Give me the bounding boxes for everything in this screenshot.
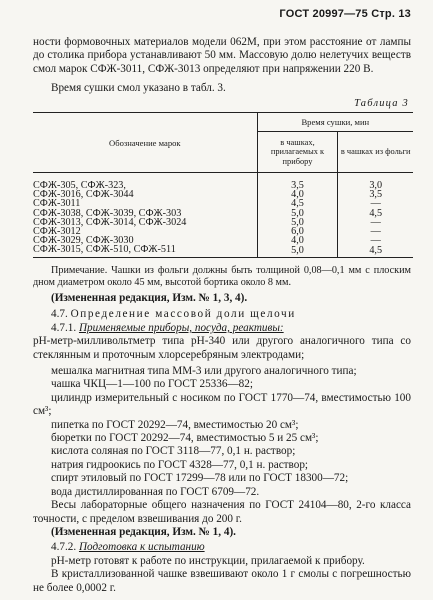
cell-mark: СФЖ-305, СФЖ-323, xyxy=(33,180,126,191)
section-title: Применяемые приборы, посуда, реактивы: xyxy=(78,321,284,334)
cell-time-foil: — xyxy=(338,236,413,245)
section-number: 4.7. xyxy=(51,308,68,321)
cell-mark: СФЖ-3011 xyxy=(33,198,81,210)
section-4-7-2-heading xyxy=(33,541,411,554)
table-row xyxy=(33,245,413,257)
cell-time-foil: 3,0 xyxy=(338,181,413,190)
edit-note-2: (Измененная редакция, Изм. № 1, 4). xyxy=(51,525,236,538)
scales-item: Весы лабораторные общего назначения по ГОСТ 24104—80, 2-го класса точности, с пределом взвешивания до 200 г. xyxy=(33,499,411,525)
intro-drying-note: Время сушки смол указано в табл. 3. xyxy=(51,82,226,95)
cell-mark: СФЖ-3029, СФЖ-3030 xyxy=(33,235,134,247)
ph-meter-item: рН-метр-милливольтметр типа рН-340 или другого аналогичного типа со стеклянным и проточным хлорсеребряным электродами; xyxy=(33,335,411,361)
list-item: цилиндр измерительный с носиком по ГОСТ 1770—74, вместимостью 100 см³; xyxy=(33,391,411,418)
table-note xyxy=(33,265,411,288)
column-header-cups-foil: в чашках из фольги xyxy=(338,132,413,173)
column-header-cups-device: в чашках, прилагаемых к прибору xyxy=(257,132,338,173)
cell-time-foil: 3,5 xyxy=(338,190,413,199)
intro-block xyxy=(33,36,411,96)
main-body xyxy=(33,292,411,595)
column-header-mark: Обозначение марок xyxy=(33,113,257,173)
section-title: Подготовка к испытанию xyxy=(78,541,205,554)
prep-paragraph-1: рН-метр готовят к работе по инструкции, прилагаемой к прибору. xyxy=(51,554,365,567)
list-item: мешалка магнитная типа ММ-3 или другого аналогичного типа; xyxy=(51,365,357,378)
cell-mark: СФЖ-3012 xyxy=(33,226,81,238)
note-text: Примечание. Чашки из фольги должны быть толщиной 0,08—0,1 мм с плоским дном диаметром около 45 мм, высотой бортика около 8 мм. xyxy=(33,265,411,288)
list-item: натрия гидроокись по ГОСТ 4328—77, 0,1 н. раствор; xyxy=(51,458,309,471)
cell-time-device: 4,5 xyxy=(257,199,338,208)
edit-note-1: (Измененная редакция, Изм. № 1, 3, 4). xyxy=(51,292,248,304)
cell-time-foil: — xyxy=(338,199,413,208)
cell-time-device: 5,0 xyxy=(257,209,338,218)
table-row xyxy=(33,190,413,199)
cell-time-foil: — xyxy=(338,227,413,236)
prep-paragraph-2: В кристаллизованной чашке взвешивают около 1 г смолы с погрешностью не более 0,0002 г. xyxy=(33,568,411,594)
section-number: 4.7.1. xyxy=(51,321,77,334)
cell-time-foil: — xyxy=(338,218,413,227)
cell-time-device: 4,0 xyxy=(257,190,338,199)
cell-mark: СФЖ-3013, СФЖ-3014, СФЖ-3024 xyxy=(33,216,187,228)
list-item: чашка ЧКЦ—1—100 по ГОСТ 25336—82; xyxy=(51,378,253,391)
cell-time-device: 5,0 xyxy=(257,218,338,227)
section-4-7-heading xyxy=(33,308,411,321)
list-item: бюретки по ГОСТ 20292—74, вместимостью 5 и 25 см³; xyxy=(51,432,319,445)
cell-time-foil: 4,5 xyxy=(338,245,413,257)
table-body xyxy=(33,181,413,257)
cell-mark: СФЖ-3015, СФЖ-510, СФЖ-511 xyxy=(33,245,257,257)
section-4-7-1-heading xyxy=(33,322,411,335)
section-title: Определение массовой доли щелочи xyxy=(70,308,296,321)
cell-time-foil: 4,5 xyxy=(338,209,413,218)
list-item: спирт этиловый по ГОСТ 17299—78 или по ГОСТ 18300—72; xyxy=(51,472,349,485)
table-row xyxy=(33,218,413,227)
cell-time-device: 5,0 xyxy=(257,245,338,257)
cell-time-device: 4,0 xyxy=(257,236,338,245)
section-number: 4.7.2. xyxy=(51,541,77,554)
table-caption: Таблица 3 xyxy=(354,98,409,109)
drying-time-table xyxy=(33,112,413,258)
cell-time-device: 3,5 xyxy=(257,181,338,190)
page-header: ГОСТ 20997—75 Стр. 13 xyxy=(279,8,411,20)
list-item: пипетка по ГОСТ 20292—74, вместимостью 20 см³; xyxy=(51,418,299,431)
list-item: кислота соляная по ГОСТ 3118—77, 0,1 н. раствор; xyxy=(51,445,296,458)
cell-time-device: 6,0 xyxy=(257,227,338,236)
cell-mark: СФЖ-3016, СФЖ-3044 xyxy=(33,189,134,201)
list-item: вода дистиллированная по ГОСТ 6709—72. xyxy=(51,485,260,498)
column-header-time: Время сушки, мин xyxy=(257,113,413,132)
intro-paragraph: ности формовочных материалов модели 062М, при этом расстояние от лампы до столика прибора устанавливают 50 мм. Массовую долю нелетучих веществ смол марок СФЖ-3011, СФЖ-3013 определяют при напряжении 220 В. xyxy=(33,36,411,75)
cell-mark: СФЖ-3038, СФЖ-3039, СФЖ-303 xyxy=(33,207,182,219)
